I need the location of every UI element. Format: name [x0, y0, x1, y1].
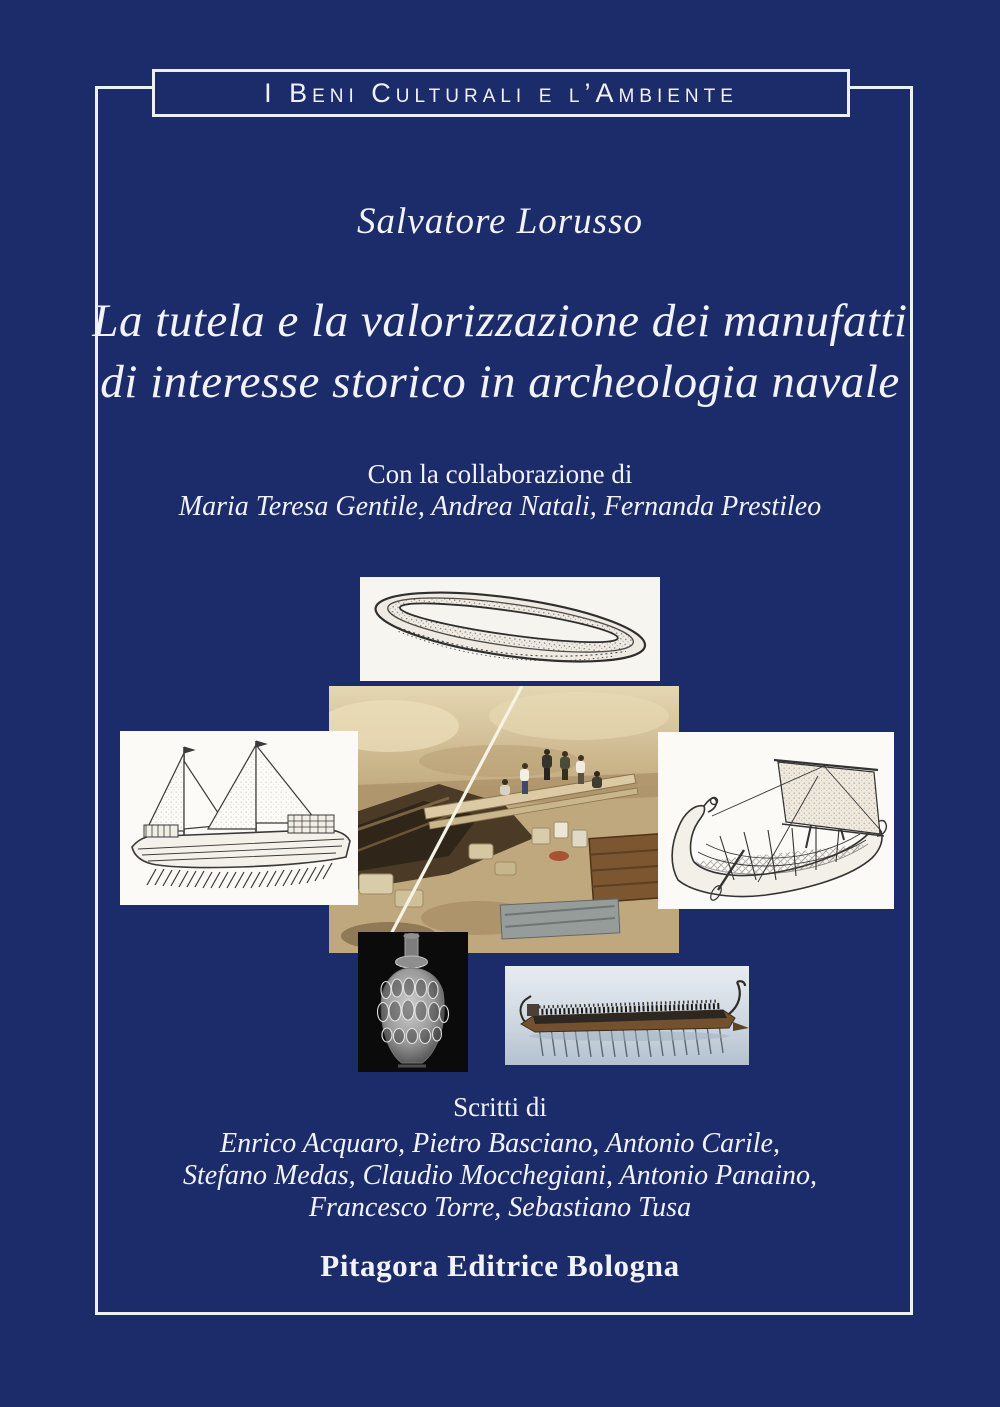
galley-model-photo — [505, 966, 749, 1065]
author-name: Salvatore Lorusso — [357, 201, 643, 242]
collaboration-intro: Con la collaborazione di — [367, 459, 633, 489]
publisher-name: Pitagora Editrice Bologna — [320, 1248, 680, 1283]
series-band — [152, 69, 850, 117]
slab — [500, 899, 620, 939]
ancient-reed-boat-drawing — [658, 732, 894, 909]
contributors-intro: Scritti di — [453, 1092, 547, 1122]
book-title — [0, 291, 1000, 413]
contributors-line1: Enrico Acquaro, Pietro Basciano, Antonio Carile, — [220, 1128, 780, 1159]
contributors-line2: Stefano Medas, Claudio Mocchegiani, Antonio Panaino, — [182, 1160, 818, 1191]
two-masted-ship-drawing — [120, 731, 358, 905]
contributors-block — [0, 1092, 1000, 1224]
contributors-line3: Francesco Torre, Sebastiano Tusa — [308, 1192, 692, 1223]
excavation-photo — [329, 686, 679, 953]
book-title-line1: La tutela e la valorizzazione dei manufatti — [92, 295, 908, 347]
decorated-vase-photo — [358, 932, 468, 1072]
book-title-line2: di interesse storico in archeologia navale — [100, 356, 900, 408]
series-title: I Beni Culturali e l’Ambiente — [264, 77, 738, 108]
dugout-canoe-drawing — [360, 577, 660, 681]
collaboration-names: Maria Teresa Gentile, Andrea Natali, Fernanda Prestileo — [178, 491, 822, 522]
